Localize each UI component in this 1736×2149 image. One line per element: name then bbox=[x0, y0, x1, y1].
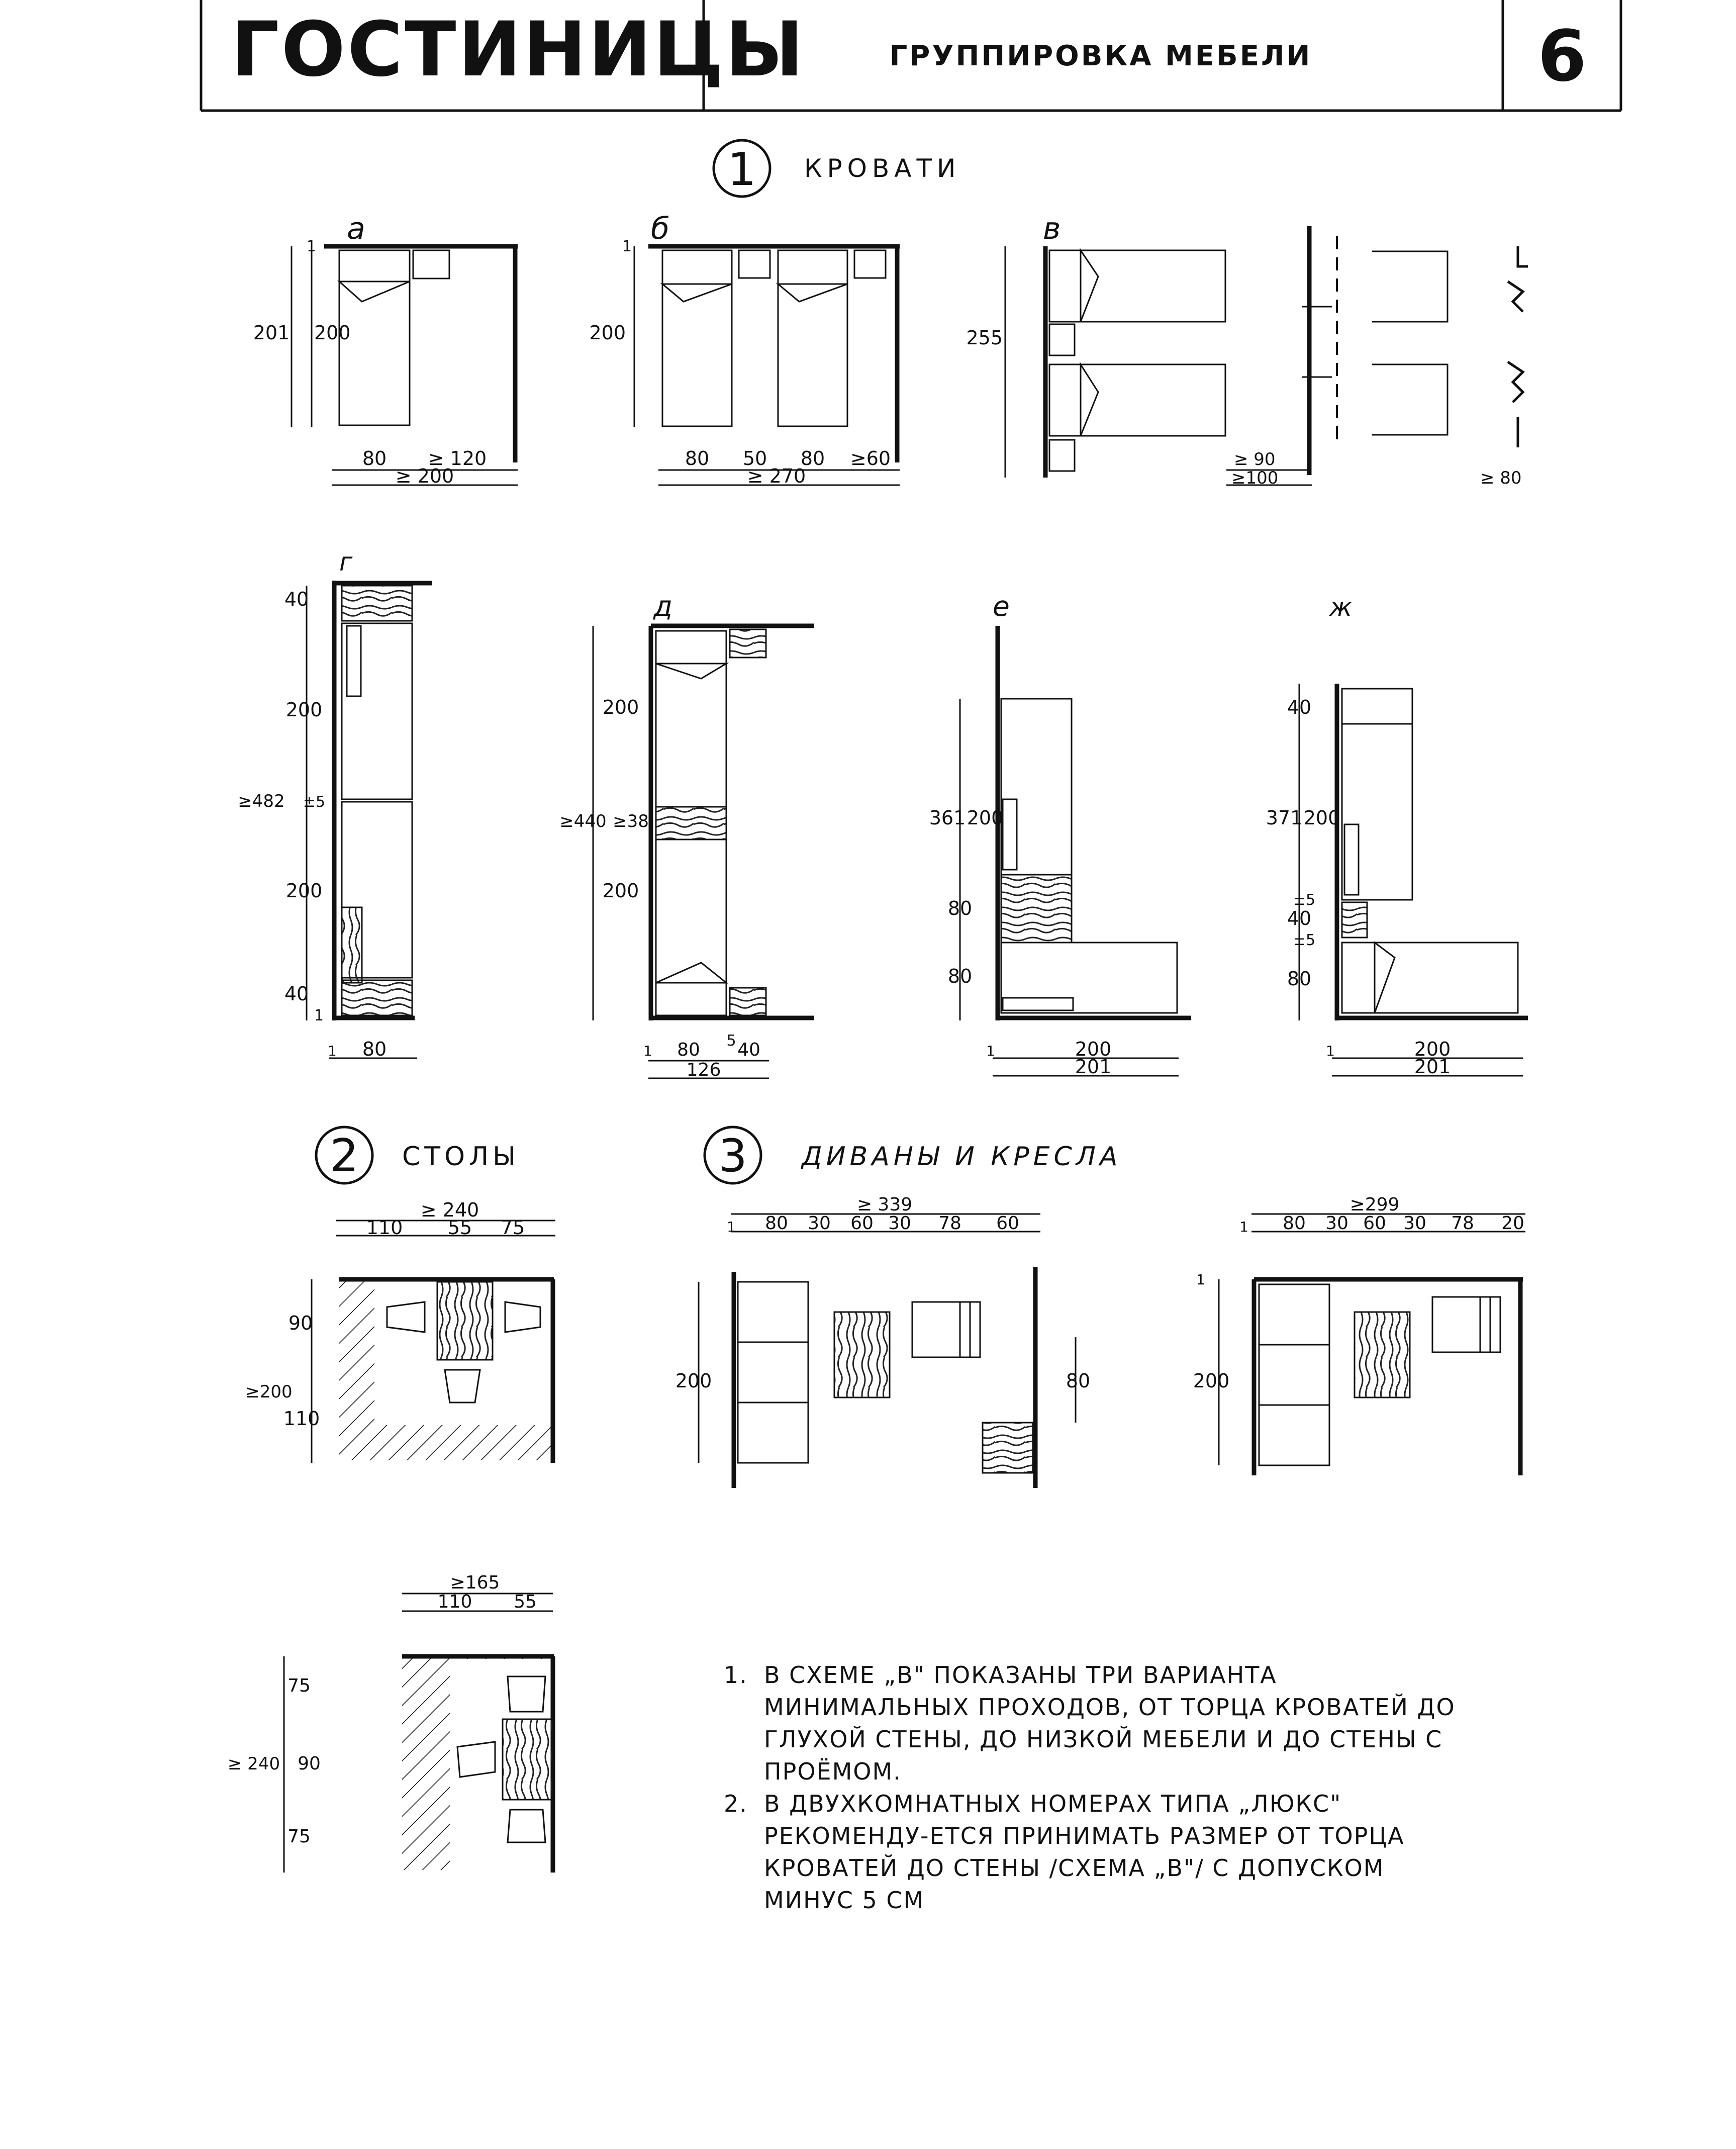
scheme-d bbox=[559, 590, 814, 1080]
bed bbox=[656, 631, 726, 807]
note-item bbox=[724, 1788, 1468, 1916]
dim-w4: ≥60 bbox=[850, 447, 891, 470]
dim-g2: ±5 bbox=[1293, 931, 1316, 949]
dim-w3: 60 bbox=[850, 1213, 874, 1234]
nightstand bbox=[342, 980, 412, 1015]
dim-gap: ±5 bbox=[303, 793, 326, 811]
dim-top: 40 bbox=[284, 588, 309, 610]
dim-w6: 60 bbox=[996, 1213, 1019, 1234]
nightstand bbox=[1342, 902, 1367, 938]
side-table bbox=[983, 1423, 1033, 1473]
dim-h3: 80 bbox=[947, 897, 973, 919]
dim-top: 1 bbox=[622, 238, 632, 255]
notes bbox=[724, 1659, 1468, 1916]
dim-w: 200 bbox=[1075, 1038, 1112, 1060]
nightstand bbox=[1049, 324, 1075, 355]
section-title: ДИВАНЫ И КРЕСЛА bbox=[802, 1142, 1122, 1172]
dim-w: 80 bbox=[362, 1038, 387, 1060]
nightstand bbox=[1342, 689, 1412, 724]
scheme-label: ж bbox=[1329, 593, 1353, 622]
dim-h1: 75 bbox=[287, 1675, 311, 1696]
scheme-label: е bbox=[993, 590, 1010, 622]
note-text: В ДВУХКОМНАТНЫХ НОМЕРАХ ТИПА „ЛЮКС" РЕКОМЕНДУ-ЕТСЯ ПРИНИМАТЬ РАЗМЕР ОТ ТОРЦА КРОВАТЕЙ ДО СТЕНЫ /СХЕМА „В"/ С ДОПУСКОМ МИНУС 5 СМ bbox=[764, 1790, 1405, 1914]
bed bbox=[1001, 943, 1177, 1013]
dim-h2: 200 bbox=[314, 322, 351, 344]
page-title: ГОСТИНИЦЫ bbox=[231, 6, 806, 94]
dim-w1: 80 bbox=[765, 1213, 788, 1234]
dim-h2: 200 bbox=[285, 880, 323, 902]
dim-h4: 80 bbox=[947, 965, 973, 987]
dim-h: 200 bbox=[589, 322, 626, 344]
section-number: 2 bbox=[330, 1130, 359, 1182]
scheme-e bbox=[929, 590, 1191, 1078]
dim-w1: 110 bbox=[366, 1217, 403, 1239]
scheme-g bbox=[238, 547, 432, 1060]
header bbox=[201, 0, 1621, 111]
section-number: 1 bbox=[727, 143, 756, 196]
dim-total: ≥ 270 bbox=[747, 465, 806, 487]
dim-total: ≥ 200 bbox=[395, 465, 454, 487]
nightstand bbox=[1001, 875, 1072, 943]
bed bbox=[342, 623, 412, 799]
dim-h3: 40 bbox=[1287, 907, 1312, 929]
sofa-layout-2 bbox=[1193, 1194, 1525, 1475]
dim-h1: 200 bbox=[602, 696, 639, 718]
dim-w1: 80 bbox=[685, 447, 710, 470]
table bbox=[503, 1719, 553, 1800]
dim-w4: 30 bbox=[1403, 1213, 1426, 1234]
note-text: В СХЕМЕ „В" ПОКАЗАНЫ ТРИ ВАРИАНТА МИНИМАЛЬНЫХ ПРОХОДОВ, ОТ ТОРЦА КРОВАТЕЙ ДО ГЛУХОЙ СТЕНЫ, ДО НИЗКОЙ МЕБЕЛИ И ДО СТЕНЫ С ПРОЁМОМ. bbox=[764, 1661, 1456, 1785]
dim-w1: 110 bbox=[437, 1592, 472, 1612]
dim-total: ≥440 bbox=[559, 811, 607, 831]
section-3-heading bbox=[705, 1127, 1122, 1183]
nightstand bbox=[342, 586, 412, 621]
dim-h2: 110 bbox=[283, 1408, 320, 1430]
dim-side: 80 bbox=[1066, 1370, 1091, 1392]
table-layout-1 bbox=[245, 1199, 555, 1463]
dim-total: ≥482 bbox=[238, 791, 285, 811]
dim-w3: 60 bbox=[1363, 1213, 1386, 1234]
table bbox=[437, 1282, 493, 1360]
dim-w1: 80 bbox=[677, 1040, 700, 1060]
dim-w5: 78 bbox=[938, 1213, 961, 1234]
note-item bbox=[724, 1659, 1468, 1788]
bed bbox=[662, 250, 732, 426]
dim-w2: 40 bbox=[737, 1040, 760, 1060]
dim-total: ≥ 240 bbox=[420, 1199, 479, 1221]
bed bbox=[1001, 699, 1072, 875]
shelf bbox=[656, 807, 726, 839]
scheme-label: д bbox=[653, 590, 673, 622]
dim-w1: 80 bbox=[362, 447, 387, 470]
bed bbox=[1342, 724, 1412, 900]
dim-wl: 1 bbox=[1326, 1043, 1335, 1059]
dim-total-w: 126 bbox=[686, 1060, 721, 1080]
scheme-label: в bbox=[1043, 211, 1061, 246]
bed bbox=[1049, 364, 1225, 436]
dim-h: 200 bbox=[675, 1370, 712, 1392]
dim-w0: 1 bbox=[1239, 1219, 1248, 1235]
coffee-table bbox=[1355, 1312, 1410, 1397]
dim-d2: ≥100 bbox=[1231, 468, 1279, 488]
dim-w1: 80 bbox=[1283, 1213, 1306, 1234]
bed bbox=[656, 839, 726, 1015]
dim-w2: 55 bbox=[514, 1592, 537, 1612]
dim-total: ≥165 bbox=[450, 1572, 500, 1593]
dim-total-h: ≥200 bbox=[245, 1382, 293, 1402]
dim-d3: ≥ 80 bbox=[1480, 468, 1522, 488]
section-1-heading bbox=[714, 140, 960, 197]
dim-h1: 90 bbox=[288, 1312, 313, 1334]
dim-total: ≥ 339 bbox=[856, 1194, 913, 1215]
dim-total-h: ≥ 240 bbox=[227, 1754, 280, 1774]
scheme-b bbox=[589, 211, 900, 487]
bed bbox=[778, 250, 847, 426]
dim-w2: 55 bbox=[447, 1217, 472, 1239]
dim-h: 255 bbox=[966, 327, 1003, 349]
dim-w: 200 bbox=[1414, 1038, 1451, 1060]
dim-w2: 30 bbox=[1325, 1213, 1348, 1234]
nightstand bbox=[730, 629, 766, 658]
nightstand bbox=[1049, 440, 1075, 471]
section-title: КРОВАТИ bbox=[804, 154, 961, 183]
table-layout-2 bbox=[228, 1572, 554, 1873]
nightstand bbox=[730, 988, 766, 1015]
nightstand bbox=[854, 250, 886, 278]
dim-h1: 201 bbox=[253, 322, 290, 344]
dim-w3: 80 bbox=[800, 447, 825, 470]
note-number: 1. bbox=[724, 1661, 748, 1689]
dim-w4: 30 bbox=[888, 1213, 911, 1234]
scheme-label: г bbox=[339, 547, 353, 577]
dim-w2: 30 bbox=[808, 1213, 831, 1234]
bed bbox=[1342, 943, 1518, 1013]
dim-h3: 75 bbox=[287, 1826, 311, 1847]
dim-h4: 80 bbox=[1287, 968, 1312, 990]
dim-w3: 75 bbox=[500, 1217, 525, 1239]
dim-gap: 5 bbox=[726, 1032, 736, 1050]
nightstand bbox=[413, 250, 449, 278]
dim-top: 1 bbox=[1196, 1271, 1205, 1288]
dim-w2: ≥ 120 bbox=[428, 447, 487, 470]
dim-h2: 200 bbox=[967, 807, 1004, 829]
section-title: СТОЛЫ bbox=[402, 1142, 520, 1172]
dim-h2: 200 bbox=[602, 880, 639, 902]
sofa-layout-1 bbox=[676, 1194, 1090, 1488]
dim-bottom: 40 bbox=[284, 983, 309, 1005]
dim-h2: 200 bbox=[1303, 807, 1340, 829]
dim-total: ≥299 bbox=[1349, 1194, 1400, 1215]
dim-h: 200 bbox=[1193, 1370, 1230, 1392]
dim-w2: 50 bbox=[742, 447, 767, 470]
dim-w5: 78 bbox=[1451, 1213, 1474, 1234]
dim-wl: 1 bbox=[986, 1043, 995, 1059]
dim-top: 1 bbox=[307, 238, 317, 255]
dim-mid: ≥38 bbox=[613, 811, 649, 831]
dim-g1: ±5 bbox=[1293, 891, 1316, 909]
section-number: 3 bbox=[718, 1130, 747, 1182]
dim-total-w: 201 bbox=[1075, 1056, 1112, 1078]
dim-d1: ≥ 90 bbox=[1234, 449, 1276, 470]
scheme-zh bbox=[1266, 593, 1528, 1078]
dim-h2: 90 bbox=[298, 1753, 321, 1774]
sofa bbox=[738, 1282, 808, 1463]
dim-wl: 1 bbox=[643, 1043, 652, 1059]
scheme-a bbox=[253, 211, 518, 487]
dim-h1: 361 bbox=[929, 807, 966, 829]
dim-end: 1 bbox=[314, 1007, 324, 1024]
section-2-heading bbox=[316, 1127, 520, 1183]
page-subtitle: ГРУППИРОВКА МЕБЕЛИ bbox=[889, 40, 1312, 72]
dim-w6: 20 bbox=[1501, 1213, 1524, 1234]
scheme-v bbox=[966, 211, 1528, 488]
sofa bbox=[1259, 1284, 1329, 1465]
page-number: 6 bbox=[1537, 16, 1587, 98]
coffee-table bbox=[834, 1312, 890, 1397]
nightstand bbox=[739, 250, 770, 278]
dim-w0: 1 bbox=[727, 1219, 736, 1235]
dim-h1: 371 bbox=[1266, 807, 1303, 829]
note-number: 2. bbox=[724, 1790, 748, 1817]
dim-h1: 200 bbox=[285, 699, 323, 721]
scheme-label: а bbox=[347, 211, 365, 246]
dim-top: 40 bbox=[1287, 696, 1312, 718]
dim-wl: 1 bbox=[328, 1043, 337, 1059]
dim-total-w: 201 bbox=[1414, 1056, 1451, 1078]
scheme-label: б bbox=[651, 211, 670, 246]
bed bbox=[1049, 250, 1225, 322]
